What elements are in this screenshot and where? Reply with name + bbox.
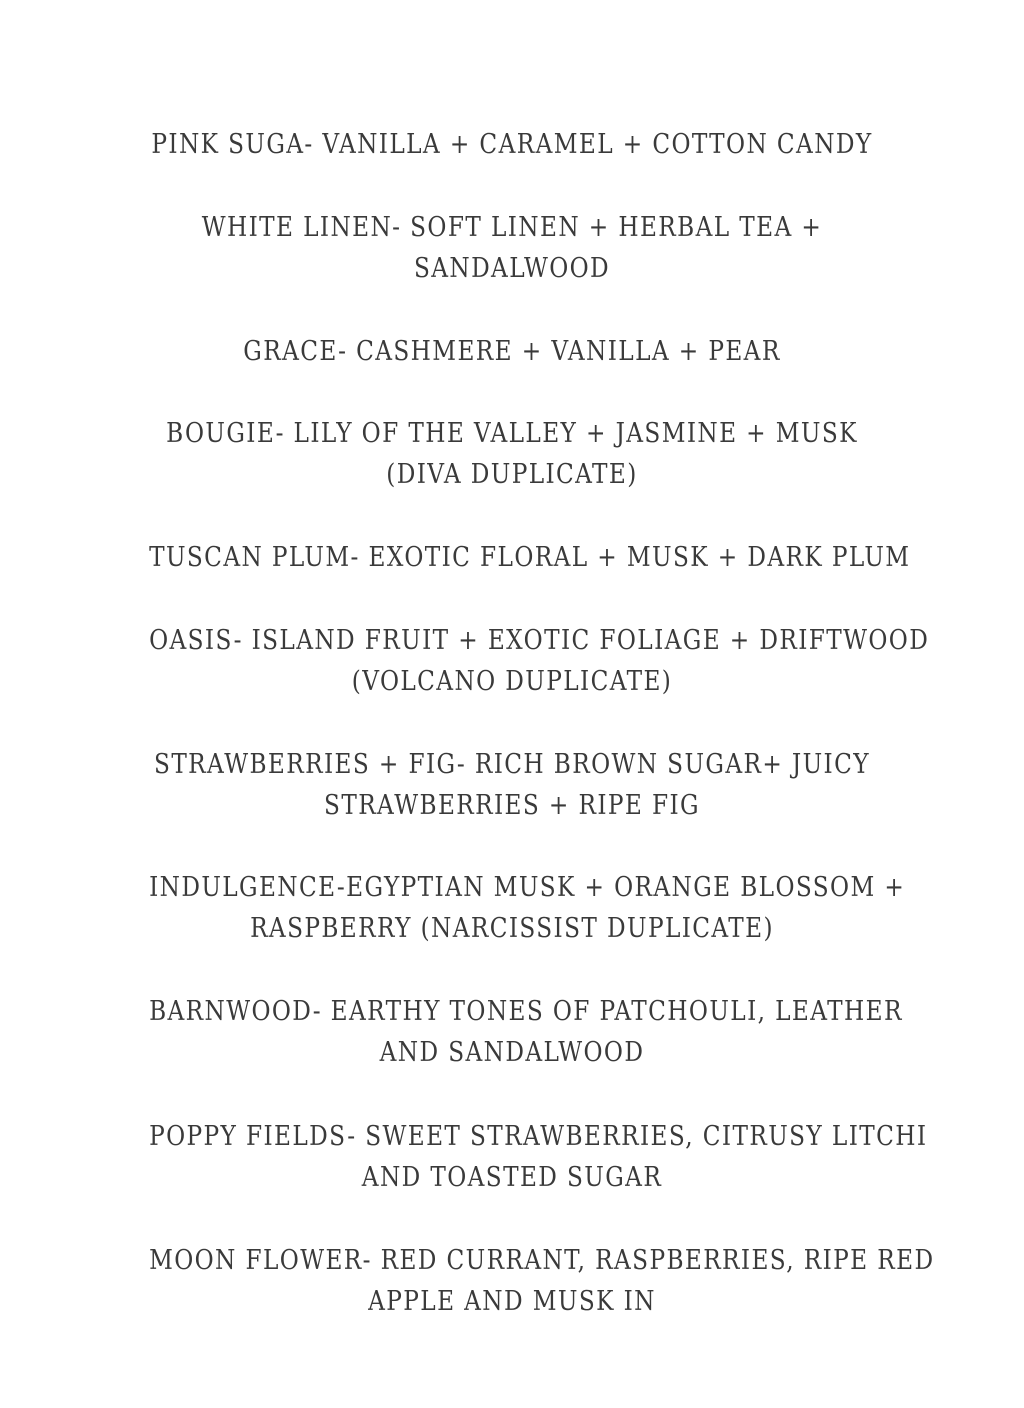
- scent-grace: [149, 331, 875, 372]
- scent-line: BOUGIE- LILY OF THE VALLEY + JASMINE + MUSK: [166, 418, 858, 449]
- scent-line: PINK SUGA- VANILLA + CARAMEL + COTTON CANDY: [151, 129, 873, 160]
- scent-line: WHITE LINEN- SOFT LINEN + HERBAL TEA +: [201, 212, 823, 243]
- scent-line: APPLE AND MUSK IN: [368, 1286, 656, 1317]
- scent-bougie: [149, 413, 875, 495]
- scent-line: AND TOASTED SUGAR: [361, 1162, 663, 1193]
- scent-line: INDULGENCE-EGYPTIAN MUSK + ORANGE BLOSSOM +: [149, 872, 906, 903]
- scent-line: MOON FLOWER- RED CURRANT, RASPBERRIES, RIPE RED: [149, 1245, 935, 1276]
- scent-line: BARNWOOD- EARTHY TONES OF PATCHOULI, LEATHER: [149, 996, 903, 1027]
- scent-oasis: [149, 620, 930, 702]
- scent-moon-flower: [149, 1240, 935, 1322]
- scent-line: TUSCAN PLUM- EXOTIC FLORAL + MUSK + DARK PLUM: [149, 542, 911, 573]
- scent-line: GRACE- CASHMERE + VANILLA + PEAR: [243, 336, 781, 367]
- scent-line: POPPY FIELDS- SWEET STRAWBERRIES, CITRUSY LITCHI: [149, 1121, 928, 1152]
- scent-white-linen: [149, 207, 875, 289]
- scent-line: OASIS- ISLAND FRUIT + EXOTIC FOLIAGE + DRIFTWOOD: [149, 625, 930, 656]
- scent-line: RASPBERRY (NARCISSIST DUPLICATE): [250, 913, 774, 944]
- scent-tuscan-plum: [149, 537, 911, 578]
- scent-line: STRAWBERRIES + FIG- RICH BROWN SUGAR+ JUICY: [154, 749, 870, 780]
- scent-line: (DIVA DUPLICATE): [386, 459, 638, 490]
- scent-line: AND SANDALWOOD: [379, 1037, 645, 1068]
- scent-pink-suga: [149, 124, 875, 165]
- scent-poppy-fields: [149, 1116, 928, 1198]
- scent-line: STRAWBERRIES + RIPE FIG: [324, 790, 700, 821]
- scent-barnwood: [149, 991, 903, 1073]
- scent-line: (VOLCANO DUPLICATE): [351, 666, 673, 697]
- scent-indulgence: [149, 867, 906, 949]
- scent-strawberries-fig: [149, 744, 875, 826]
- scent-line: SANDALWOOD: [413, 253, 611, 284]
